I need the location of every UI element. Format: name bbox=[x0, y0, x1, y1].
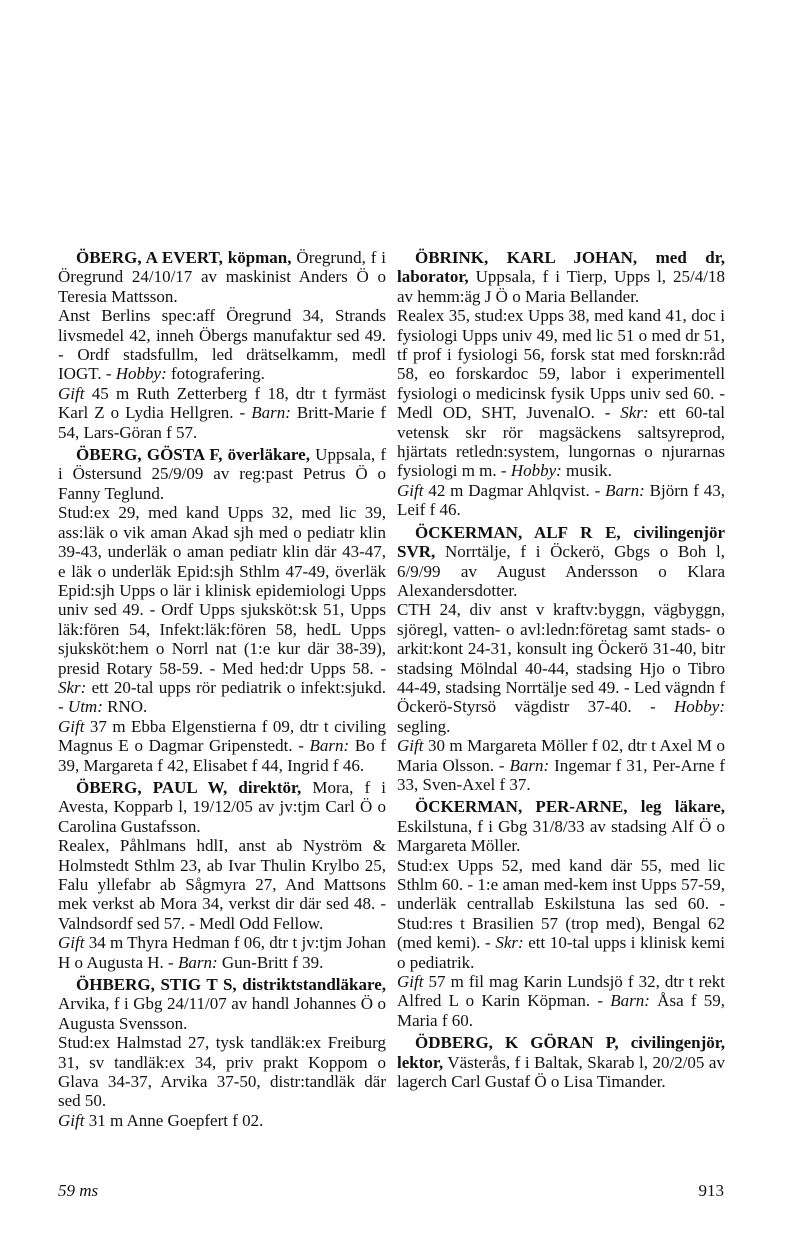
gift-label: Gift bbox=[58, 933, 85, 953]
skr-label: Skr: bbox=[58, 677, 87, 697]
entry-career bbox=[397, 856, 725, 972]
entry-family bbox=[397, 736, 725, 794]
entry-career bbox=[397, 600, 725, 736]
utm-text: RNO. bbox=[107, 697, 148, 717]
career-text: Realex 35, stud:ex Upps 38, med kand 41, doc i fysiologi Upps univ 49, med lic 51 o med dr 51, tf prof i fysiologi 56, forsk stat med forskn:råd 58, eo forskardoc 59, labor i experimentell fysiologi o medicinsk fysik Upps univ sed 60. - Medl OD, SHT, JuvenalO. - bbox=[397, 306, 725, 423]
gift-label: Gift bbox=[58, 716, 85, 736]
entry-name: ÖBERG, A EVERT, bbox=[76, 248, 223, 267]
page-number: 913 bbox=[698, 1181, 724, 1200]
entry-career bbox=[58, 836, 386, 933]
hobby-text: musik. bbox=[566, 461, 612, 481]
entry-family bbox=[397, 481, 725, 520]
entry-bio: Arvika, f i Gbg 24/11/07 av handl Johannes Ö o Augusta Svensson. bbox=[58, 994, 386, 1033]
entry-name: ÖHBERG, STIG T S, bbox=[76, 975, 237, 995]
entry-heading bbox=[397, 1033, 725, 1091]
gift-text: 34 m Thyra Hedman f 06, dtr t jv:tjm Johan H o Augusta H. - bbox=[58, 933, 386, 972]
entry-obrink-karl bbox=[397, 248, 725, 520]
entry-family bbox=[397, 972, 725, 1030]
entry-career bbox=[397, 306, 725, 481]
career-text: Anst Berlins spec:aff Öregrund 34, Strands livsmedel 42, inneh Öbergs manufaktur sed 49. - Ordf stadsfullm, led drätselkamm, medl IOGT. - bbox=[58, 306, 386, 384]
entry-oberg-evert bbox=[58, 248, 386, 442]
hobby-text: fotografering. bbox=[170, 364, 265, 384]
barn-text: Bo f 39, Margareta f 42, Elisabet f 44, Ingrid f 46. bbox=[58, 736, 387, 775]
entry-career bbox=[58, 306, 386, 384]
left-column bbox=[58, 248, 386, 1133]
barn-label: Barn: bbox=[177, 952, 218, 972]
barn-label: Barn: bbox=[610, 991, 650, 1011]
gift-text: 57 m fil mag Karin Lundsjö f 32, dtr t rekt Alfred L o Karin Köpman. - bbox=[397, 972, 726, 1011]
skr-label: Skr: bbox=[620, 403, 649, 423]
entry-oberg-paul bbox=[58, 778, 386, 972]
entry-name: ÖBERG, GÖSTA F, bbox=[76, 445, 223, 465]
entry-name: ÖCKERMAN, ALF R E, bbox=[415, 522, 621, 542]
entry-family bbox=[58, 1111, 386, 1130]
entry-ohberg-stig bbox=[58, 975, 386, 1130]
entry-heading bbox=[58, 248, 386, 306]
barn-label: Barn: bbox=[251, 403, 291, 423]
gift-label: Gift bbox=[58, 383, 85, 403]
hobby-label: Hobby: bbox=[115, 364, 167, 384]
skr-text: ett 10-tal upps i klinisk kemi o pediatrik. bbox=[397, 933, 726, 972]
barn-label: Barn: bbox=[509, 755, 550, 775]
gift-label: Gift bbox=[58, 1110, 85, 1130]
entry-bio: Norrtälje, f i Öckerö, Gbgs o Boh l, 6/9/99 av August Andersson o Klara Alexandersdotter. bbox=[397, 542, 725, 600]
entry-title: leg läkare, bbox=[640, 797, 725, 817]
barn-text: Britt-Marie f 54, Lars-Göran f 57. bbox=[58, 403, 387, 442]
entry-heading bbox=[58, 975, 386, 1033]
entry-bio: Uppsala, f i Östersund 25/9/09 av reg:past Petrus Ö o Fanny Teglund. bbox=[58, 445, 386, 503]
entry-family bbox=[58, 384, 386, 442]
hobby-label: Hobby: bbox=[510, 461, 562, 481]
entry-heading bbox=[58, 778, 386, 836]
entry-odberg-goran bbox=[397, 1033, 725, 1091]
right-column bbox=[397, 248, 725, 1094]
entry-family bbox=[58, 717, 386, 775]
entry-title: distriktstandläkare, bbox=[242, 975, 386, 995]
gift-label: Gift bbox=[397, 480, 424, 500]
entry-name: ÖBRINK, KARL JOHAN, bbox=[415, 248, 638, 267]
utm-label: Utm: bbox=[67, 697, 103, 717]
entry-name: ÖBERG, PAUL W, bbox=[76, 777, 228, 797]
entry-bio: Uppsala, f i Tierp, Upps l, 25/4/18 av hemm:äg J Ö o Maria Bellander. bbox=[397, 267, 726, 306]
hobby-label: Hobby: bbox=[674, 697, 725, 717]
entry-bio: Västerås, f i Baltak, Skarab l, 20/2/05 av lagerch Carl Gustaf Ö o Lisa Timander. bbox=[397, 1052, 725, 1092]
skr-label: Skr: bbox=[495, 933, 524, 953]
skr-text: ett 60-tal vetensk skr rör magsäckens saltsyreprod, hjärtats retledn:system, lungornas o njurarnas fysiologi m m. - bbox=[397, 403, 725, 481]
entry-name: ÖCKERMAN, PER-ARNE, bbox=[415, 797, 628, 817]
entry-heading bbox=[397, 797, 725, 855]
barn-text: Björn f 43, Leif f 46. bbox=[397, 480, 726, 520]
barn-text: Ingemar f 31, Per-Arne f 33, Sven-Axel f 37. bbox=[397, 755, 726, 794]
entry-bio: Öregrund, f i Öregrund 24/10/17 av maskinist Anders Ö o Teresia Mattsson. bbox=[58, 248, 387, 306]
entry-title: med dr, laborator, bbox=[397, 248, 725, 287]
gift-label: Gift bbox=[397, 972, 424, 992]
entry-heading bbox=[397, 248, 725, 306]
entry-heading bbox=[397, 523, 725, 601]
entry-bio: Mora, f i Avesta, Kopparb l, 19/12/05 av jv:tjm Carl Ö o Carolina Gustafsson. bbox=[58, 777, 386, 836]
entry-oberg-gosta bbox=[58, 445, 386, 775]
gift-text: 42 m Dagmar Ahlqvist. - bbox=[428, 480, 601, 500]
entry-career bbox=[58, 503, 386, 716]
career-text: Stud:ex Upps 52, med kand där 55, med lic Sthlm 60. - 1:e aman med-kem inst Upps 57-59, underläk centrallab Eskilstuna las sed 60. - Stud:res t Brasilien 57 (trop med), Bengal 62 (med kemi). - bbox=[397, 855, 725, 953]
entry-ockerman-per bbox=[397, 797, 725, 1030]
gift-text: 45 m Ruth Zetterberg f 18, dtr t fyrmäst Karl Z o Lydia Hellgren. - bbox=[58, 383, 387, 423]
hobby-text: segling. bbox=[397, 716, 451, 736]
entry-career bbox=[58, 1033, 386, 1111]
entry-bio: Eskilstuna, f i Gbg 31/8/33 av stadsing Alf Ö o Margareta Möller. bbox=[397, 816, 725, 856]
gift-text: 31 m Anne Goepfert f 02. bbox=[88, 1110, 264, 1130]
gift-label: Gift bbox=[397, 736, 424, 756]
entry-ockerman-alf bbox=[397, 523, 725, 795]
entry-name: ÖDBERG, K GÖRAN P, bbox=[415, 1033, 619, 1053]
barn-label: Barn: bbox=[309, 736, 350, 756]
footer-signature: 59 ms bbox=[58, 1181, 99, 1200]
entry-title: civilingenjör SVR, bbox=[397, 522, 725, 562]
career-text: CTH 24, div anst v kraftv:byggn, vägbyggn, sjöregl, vatten- o avl:ledn:företag samt stads- o arkit:kont 24-31, konsult ing Öckerö 31-40, bitr stadsing Mölndal 40-44, stadsing Hjo o Tibro 44-49, stadsing Norrtälje sed 49. - Led vägndn f Öckerö-Styrsö vägdistr 37-40. - bbox=[397, 600, 725, 717]
entry-family bbox=[58, 933, 386, 972]
career-text: Stud:ex 29, med kand Upps 32, med lic 39, ass:läk o vik aman Akad sjh med o pediatr klin 39-43, underläk o aman pediatr klin där 43-47, e läk o underläk Epid:sjh Sthlm 47-49, överläk Epid:sjh Upps o lär i klinisk epidemiologi Upps univ sed 49. - Ordf Upps sjuksköt:sk 51, Upps läk:fören 54, Infekt:läk:fören 58, hedL Upps sjuksköt:hem o Norrl nat (1:e kur där 38-39), presid Rotary 58-59. - Med hed:dr Upps 58. - bbox=[58, 503, 386, 678]
entry-title: direktör, bbox=[238, 777, 302, 797]
entry-heading bbox=[58, 445, 386, 503]
career-text: Realex, Påhlmans hdlI, anst ab Nyström & Holmstedt Sthlm 23, ab Ivar Thulin Krylbo 25, Falu yllefabr ab Sågmyra 27, And Mattsons mek verkst ab Mora 34, verkst dir där sed 48. - Valndsordf sed 57. - Medl Odd Fellow. bbox=[58, 836, 386, 933]
entry-title: civilingenjör, lektor, bbox=[397, 1033, 725, 1072]
entry-title: överläkare, bbox=[227, 445, 310, 465]
barn-text: Gun-Britt f 39. bbox=[221, 952, 324, 972]
barn-text: Åsa f 59, Maria f 60. bbox=[397, 991, 726, 1030]
barn-label: Barn: bbox=[605, 480, 645, 500]
entry-title: köpman, bbox=[227, 248, 292, 267]
gift-text: 37 m Ebba Elgenstierna f 09, dtr t civiling Magnus E o Dagmar Gripenstedt. - bbox=[58, 716, 387, 756]
skr-text: ett 20-tal upps rör pediatrik o infekt:sjukd. - bbox=[58, 677, 387, 717]
gift-text: 30 m Margareta Möller f 02, dtr t Axel M o Maria Olsson. - bbox=[397, 736, 725, 775]
career-text: Stud:ex Halmstad 27, tysk tandläk:ex Freiburg 31, sv tandläk:ex 34, priv prakt Koppom o Glava 34-37, Arvika 37-50, distr:tandläk där sed 50. bbox=[58, 1033, 386, 1111]
